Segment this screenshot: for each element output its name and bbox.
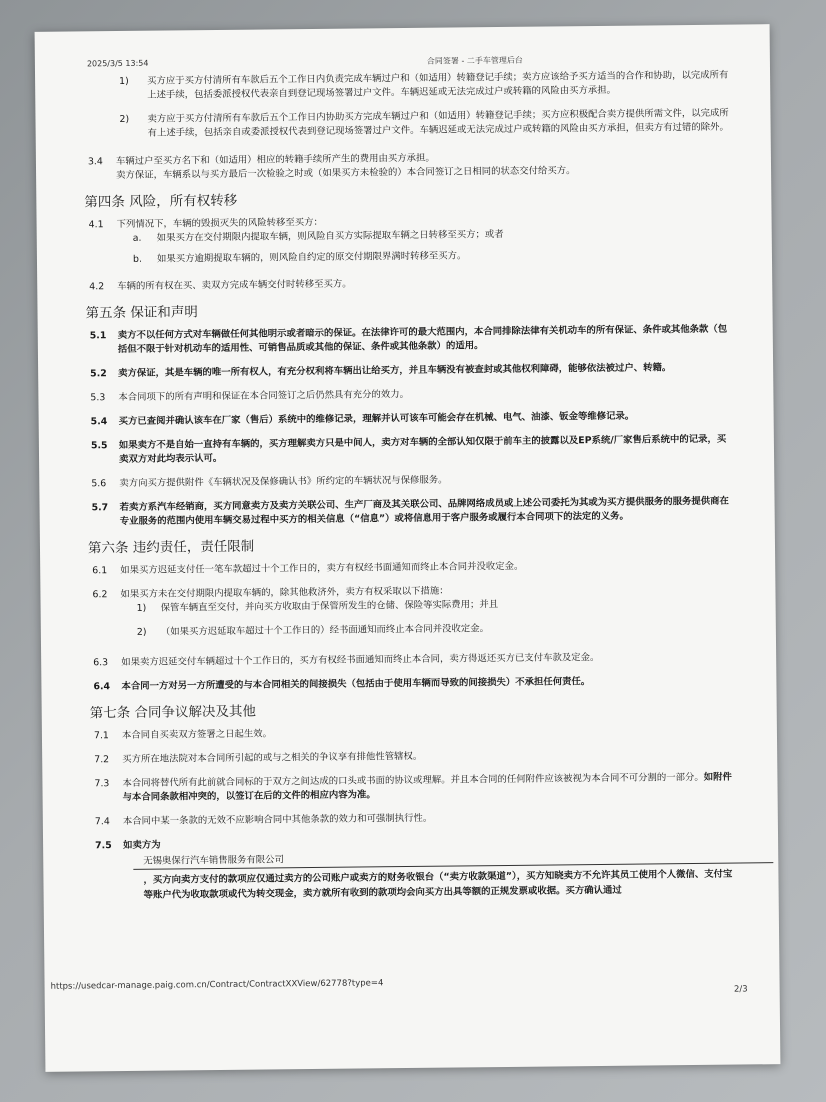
clause-5-7 xyxy=(73,495,733,530)
print-title: 合同签署 - 二手车管理后台 xyxy=(426,55,523,66)
document-page xyxy=(35,24,781,1072)
contract-body xyxy=(69,69,738,904)
clause-text: 卖方保证，其是车辆的唯一所有权人，有充分权利将车辆出让给买方，并且车辆没有被查封或其他权利障碍，能够依法被过户、转籍。 xyxy=(118,362,672,380)
item-text: 买方应于买方付清所有车款后五个工作日内负责完成车辆过户和（如适用）转籍登记手续；卖方应该给予买方适当的合作和协助，以完成所有上述手续，包括委派授权代表亲自到登记现场签署过户文件。车辆迟延或无法完成过户或转籍的风险由买方承担。 xyxy=(147,69,729,101)
clause-number: 7.2 xyxy=(94,754,110,766)
seller-company-name: 无锡奥保行汽车销售服务有限公司 xyxy=(143,854,284,867)
clause-text: 本合同项下的所有声明和保证在本合同签订之后仍然具有充分的效力。 xyxy=(118,388,410,404)
clause-number: 5.3 xyxy=(90,392,106,404)
clause-4-1-b xyxy=(71,247,731,268)
clause-text xyxy=(122,771,736,805)
clause-text: 如果卖方迟延交付车辆超过十个工作日的，买方有权经书面通知而终止本合同，卖方得返还买方已支付车款及定金。 xyxy=(121,651,600,669)
clause-number: 7.3 xyxy=(94,778,110,790)
clause-text-2: 卖方保证，车辆系以与买方最后一次检验之时或（如果买方未检验的）本合同签订之日相同的状态交付给买方。 xyxy=(116,165,576,182)
clause-5-3 xyxy=(72,385,732,406)
article-7-heading: 第七条 合同争议解决及其他 xyxy=(89,703,257,722)
clause-text: 如果卖方不是自始一直持有车辆的，买方理解卖方只是中间人，卖方对车辆的全部认知仅限于前车主的披露以及EP系统/厂家售后系统中的记录，买卖双方对此均表示认可。 xyxy=(118,433,727,466)
clause-5-2 xyxy=(72,361,732,382)
clause-5-5 xyxy=(73,433,733,468)
clause-number: 7.4 xyxy=(94,816,110,828)
clause-number: 5.7 xyxy=(91,502,109,514)
item-text: 保管车辆直至交付，并向买方收取由于保管所发生的仓储、保险等实际费用；并且 xyxy=(160,599,499,614)
clause-number: 6.1 xyxy=(92,565,108,577)
clause-number: 5.2 xyxy=(90,368,107,380)
clause-text: 本合同自买卖双方签署之日起生效。 xyxy=(121,728,273,742)
item-text: （如果买方迟延取车超过十个工作日的）经书面通知而终止本合同并没收定金。 xyxy=(160,623,490,638)
article-6-heading: 第六条 违约责任，责任限制 xyxy=(87,538,255,557)
clause-6-2-item-2 xyxy=(75,620,735,641)
clause-7-4 xyxy=(77,809,737,830)
clause-3-4 xyxy=(70,149,730,184)
clause-text: 买方所在地法院对本合同所引起的或与之相关的争议享有排他性管辖权。 xyxy=(122,750,423,765)
clause-text: 卖方不以任何方式对车辆做任何其他明示或者暗示的保证。在法律许可的最大范围内，本合同排除法律有关机动车的所有保证、条件或其他条款（包括但不限于针对机动车的适用性、可销售品质或其他的保证、条件或其他条款）的适用。 xyxy=(117,323,728,356)
clause-text: 车辆的所有权在买、卖双方完成车辆交付时转移至买方。 xyxy=(117,278,352,293)
clause-5-6 xyxy=(73,471,733,492)
clause-7-3 xyxy=(76,771,736,806)
clause-number: 7.5 xyxy=(95,840,112,852)
clause-3-3-item-1 xyxy=(69,69,729,104)
item-number: 2) xyxy=(119,113,130,125)
payment-channel-clause: ，买方向卖方支付的款项应仅通过卖方的公司账户或卖方的财务收银台（“卖方收款渠道”），买方知晓卖方不允许其员工使用个人微信、支付宝等账户代为收取款项或代为转交现金，卖方就所有收到的款项均会向买方出具等额的正规发票或收据。买方确认通过 xyxy=(143,868,733,901)
clause-text: 如卖方为 xyxy=(123,839,161,851)
print-header xyxy=(86,53,730,69)
clause-text: 本合同一方对另一方所遭受的与本合同相关的间接损失（包括由于使用车辆而导致的间接损失）不承担任何责任。 xyxy=(121,676,591,693)
clause-6-4 xyxy=(75,674,735,695)
article-5-heading: 第五条 保证和声明 xyxy=(85,304,198,322)
clause-number: 7.1 xyxy=(93,730,109,742)
clause-3-3-item-2 xyxy=(69,107,729,142)
clause-text: 如果买方未在交付期限内提取车辆的，除其他救济外，卖方有权采取以下措施： xyxy=(120,585,449,601)
clause-number: 5.5 xyxy=(90,440,108,452)
clause-text: 如果买方迟延支付任一笔车款超过十个工作日的，卖方有权经书面通知而终止本合同并没收定金。 xyxy=(120,560,524,577)
clause-6-3 xyxy=(75,650,735,671)
item-number: b. xyxy=(132,253,142,265)
print-footer-url: https://usedcar-manage.paig.com.cn/Contract/ContractXXView/62778?type=4 xyxy=(50,978,384,992)
clause-text: 下列情况下，车辆的毁损灭失的风险转移至买方： xyxy=(116,216,323,231)
clause-text-normal: 本合同将替代所有此前就合同标的于双方之间达成的口头或书面的协议或理解。并且本合同的任何附件应该被视为本合同不可分割的一部分。 xyxy=(122,771,704,789)
article-4-heading: 第四条 风险，所有权转移 xyxy=(84,192,238,211)
clause-7-1 xyxy=(76,723,736,744)
item-text: 卖方应于买方付清所有车款后五个工作日内协助买方完成车辆过户和（如适用）转籍登记手续；买方应积极配合卖方提供所需文件，以完成所有上述手续，包括亲自或委派授权代表到登记现场签署过户文件。车辆迟延或无法完成过户或转籍的风险由买方承担，但卖方有过错的除外。 xyxy=(147,107,729,139)
print-datetime: 2025/3/5 13:54 xyxy=(86,58,149,69)
item-number: 1) xyxy=(136,602,147,614)
clause-number: 6.2 xyxy=(92,589,108,601)
clause-text: 车辆过户至买方名下和（如适用）相应的转籍手续所产生的费用由买方承担。 xyxy=(115,152,435,168)
clause-5-4 xyxy=(73,409,733,430)
clause-text: 买方已查阅并确认该车在厂家（售后）系统中的维修记录，理解并认可该车可能会存在机械、电气、油漆、钣金等维修记录。 xyxy=(118,410,635,428)
clause-number: 4.1 xyxy=(88,219,104,231)
clause-number: 5.4 xyxy=(90,416,108,428)
item-text: 如果买方逾期提取车辆的，则风险自约定的原交付期限界满时转移至买方。 xyxy=(156,250,467,265)
clause-text: 本合同中某一条款的无效不应影响合同中其他条款的效力和可强制执行性。 xyxy=(122,812,433,827)
clause-number: 6.3 xyxy=(93,657,109,669)
item-number: 2) xyxy=(136,626,147,638)
page-number: 2/3 xyxy=(733,984,748,995)
clause-text: 若卖方系汽车经销商，买方同意卖方及卖方关联公司、生产厂商及其关联公司、品牌网络成员或上述公司委托为其或为买方提供服务的服务提供商在专业服务的范围内使用车辆交易过程中买方的相关信息（“信息”）或将信息用于客户服务或履行本合同项下的法定的义务。 xyxy=(119,495,729,528)
item-text: 如果买方在交付期限内提取车辆，则风险自买方实际提取车辆之日转移至买方；或者 xyxy=(156,228,504,244)
clause-6-1 xyxy=(74,558,734,579)
clause-number: 3.4 xyxy=(87,156,103,168)
clause-text: 卖方向买方提供附件《车辆状况及保修确认书》所约定的车辆状况与保修服务。 xyxy=(119,474,448,490)
clause-number: 6.4 xyxy=(93,681,111,693)
item-number: a. xyxy=(132,232,142,244)
clause-text-bold: 如附件与本合同条款相冲突的，以签订在后的文件的相应内容为准。 xyxy=(122,771,732,803)
clause-4-2 xyxy=(71,274,731,295)
clause-7-2 xyxy=(76,747,736,768)
clause-number: 5.6 xyxy=(91,478,107,490)
clause-number: 5.1 xyxy=(89,330,107,342)
clause-number: 4.2 xyxy=(89,281,105,293)
item-number: 1) xyxy=(119,75,129,87)
clause-5-1 xyxy=(72,323,732,358)
